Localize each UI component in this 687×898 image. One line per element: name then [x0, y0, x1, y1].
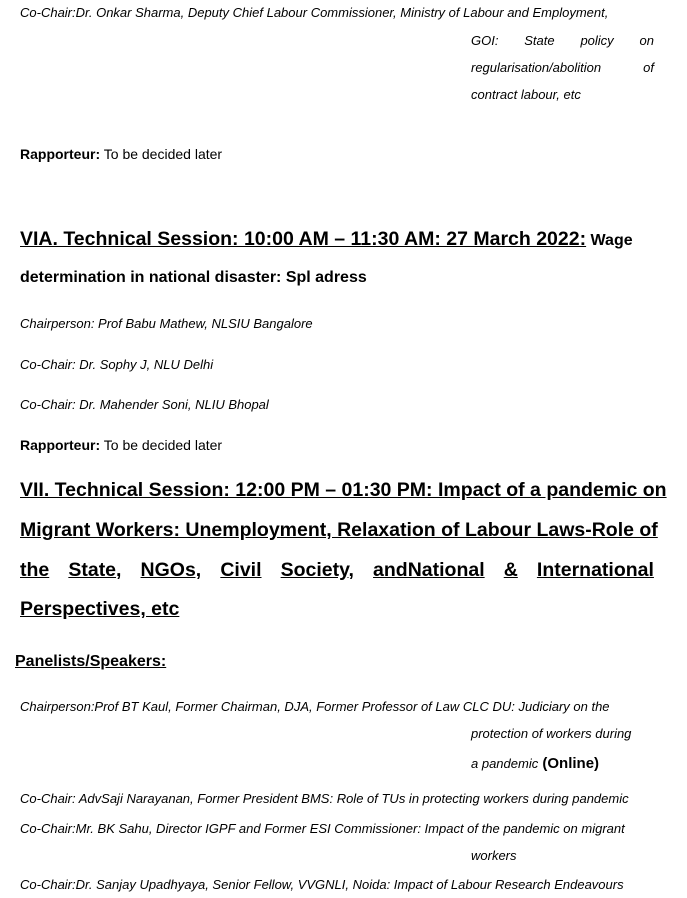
cochair-onkar-text: Co-Chair:Dr. Onkar Sharma, Deputy Chief Labour Commissioner, Ministry of Labour and Employment,: [20, 5, 609, 20]
session-7-cochair-2-line2: workers: [471, 848, 517, 863]
word: regularisation/abolition: [471, 60, 602, 75]
word: the: [20, 559, 50, 581]
session-6a-title: VIA. Technical Session: 10:00 AM – 11:30 AM: 27 March 2022:: [20, 228, 587, 250]
rapporteur-value: To be decided later: [100, 146, 223, 162]
rapporteur-label: Rapporteur:: [20, 437, 101, 453]
word: GOI:: [471, 33, 499, 48]
word: of: [643, 60, 654, 75]
online-badge: (Online): [538, 755, 600, 772]
word: State,: [68, 559, 122, 581]
session-6a-chairperson: Chairperson: Prof Babu Mathew, NLSIU Bangalore: [20, 316, 313, 331]
session-6a-cochair-2: Co-Chair: Dr. Mahender Soni, NLIU Bhopal: [20, 397, 269, 412]
word: &: [503, 559, 518, 581]
session-7-chairperson-line1: Chairperson:Prof BT Kaul, Former Chairman, DJA, Former Professor of Law CLC DU: Judiciary on the: [20, 699, 610, 714]
session-7-cochair-3: Co-Chair:Dr. Sanjay Upadhyaya, Senior Fellow, VVGNLI, Noida: Impact of Labour Research Endeavours: [20, 877, 624, 892]
chairperson-topic-end: a pandemic: [471, 756, 539, 771]
word: NGOs,: [140, 559, 202, 581]
session-7-chairperson-line3: [471, 755, 599, 773]
word: Civil: [220, 559, 262, 581]
word: International: [536, 559, 654, 581]
word: andNational: [373, 559, 485, 581]
session-7-chairperson-line2: protection of workers during: [471, 726, 632, 741]
session-7-cochair-2-line1: Co-Chair:Mr. BK Sahu, Director IGPF and Former ESI Commissioner: Impact of the pandemic on migrant: [20, 821, 625, 836]
panelists-label: Panelists/Speakers:: [15, 653, 167, 670]
word: policy: [580, 33, 614, 48]
cochair-onkar-line4: contract labour, etc: [471, 87, 581, 102]
rapporteur-value: To be decided later: [100, 437, 223, 453]
session-6a-rapporteur: [20, 437, 222, 453]
session-6a-tail: Wage: [586, 232, 633, 249]
rapporteur-intro: [20, 146, 222, 162]
session-7-cochair-1: Co-Chair: AdvSaji Narayanan, Former President BMS: Role of TUs in protecting workers during pandemic: [20, 791, 629, 806]
session-7-heading-line3: [20, 559, 654, 582]
cochair-onkar-line1: [20, 5, 654, 20]
session-6a-heading: [20, 228, 633, 251]
rapporteur-label: Rapporteur:: [20, 146, 101, 162]
word: State: [524, 33, 555, 48]
cochair-onkar-line2: [471, 33, 654, 48]
word: on: [639, 33, 654, 48]
session-7-heading-line4: Perspectives, etc: [20, 598, 180, 620]
cochair-onkar-line3: [471, 60, 654, 75]
session-7-heading-line1: VII. Technical Session: 12:00 PM – 01:30 PM: Impact of a pandemic on: [20, 479, 667, 501]
session-6a-subline: determination in national disaster: Spl adress: [20, 269, 367, 286]
session-6a-cochair-1: Co-Chair: Dr. Sophy J, NLU Delhi: [20, 357, 214, 372]
word: Society,: [280, 559, 354, 581]
session-7-heading-line2: Migrant Workers: Unemployment, Relaxation of Labour Laws-Role of: [20, 519, 658, 541]
